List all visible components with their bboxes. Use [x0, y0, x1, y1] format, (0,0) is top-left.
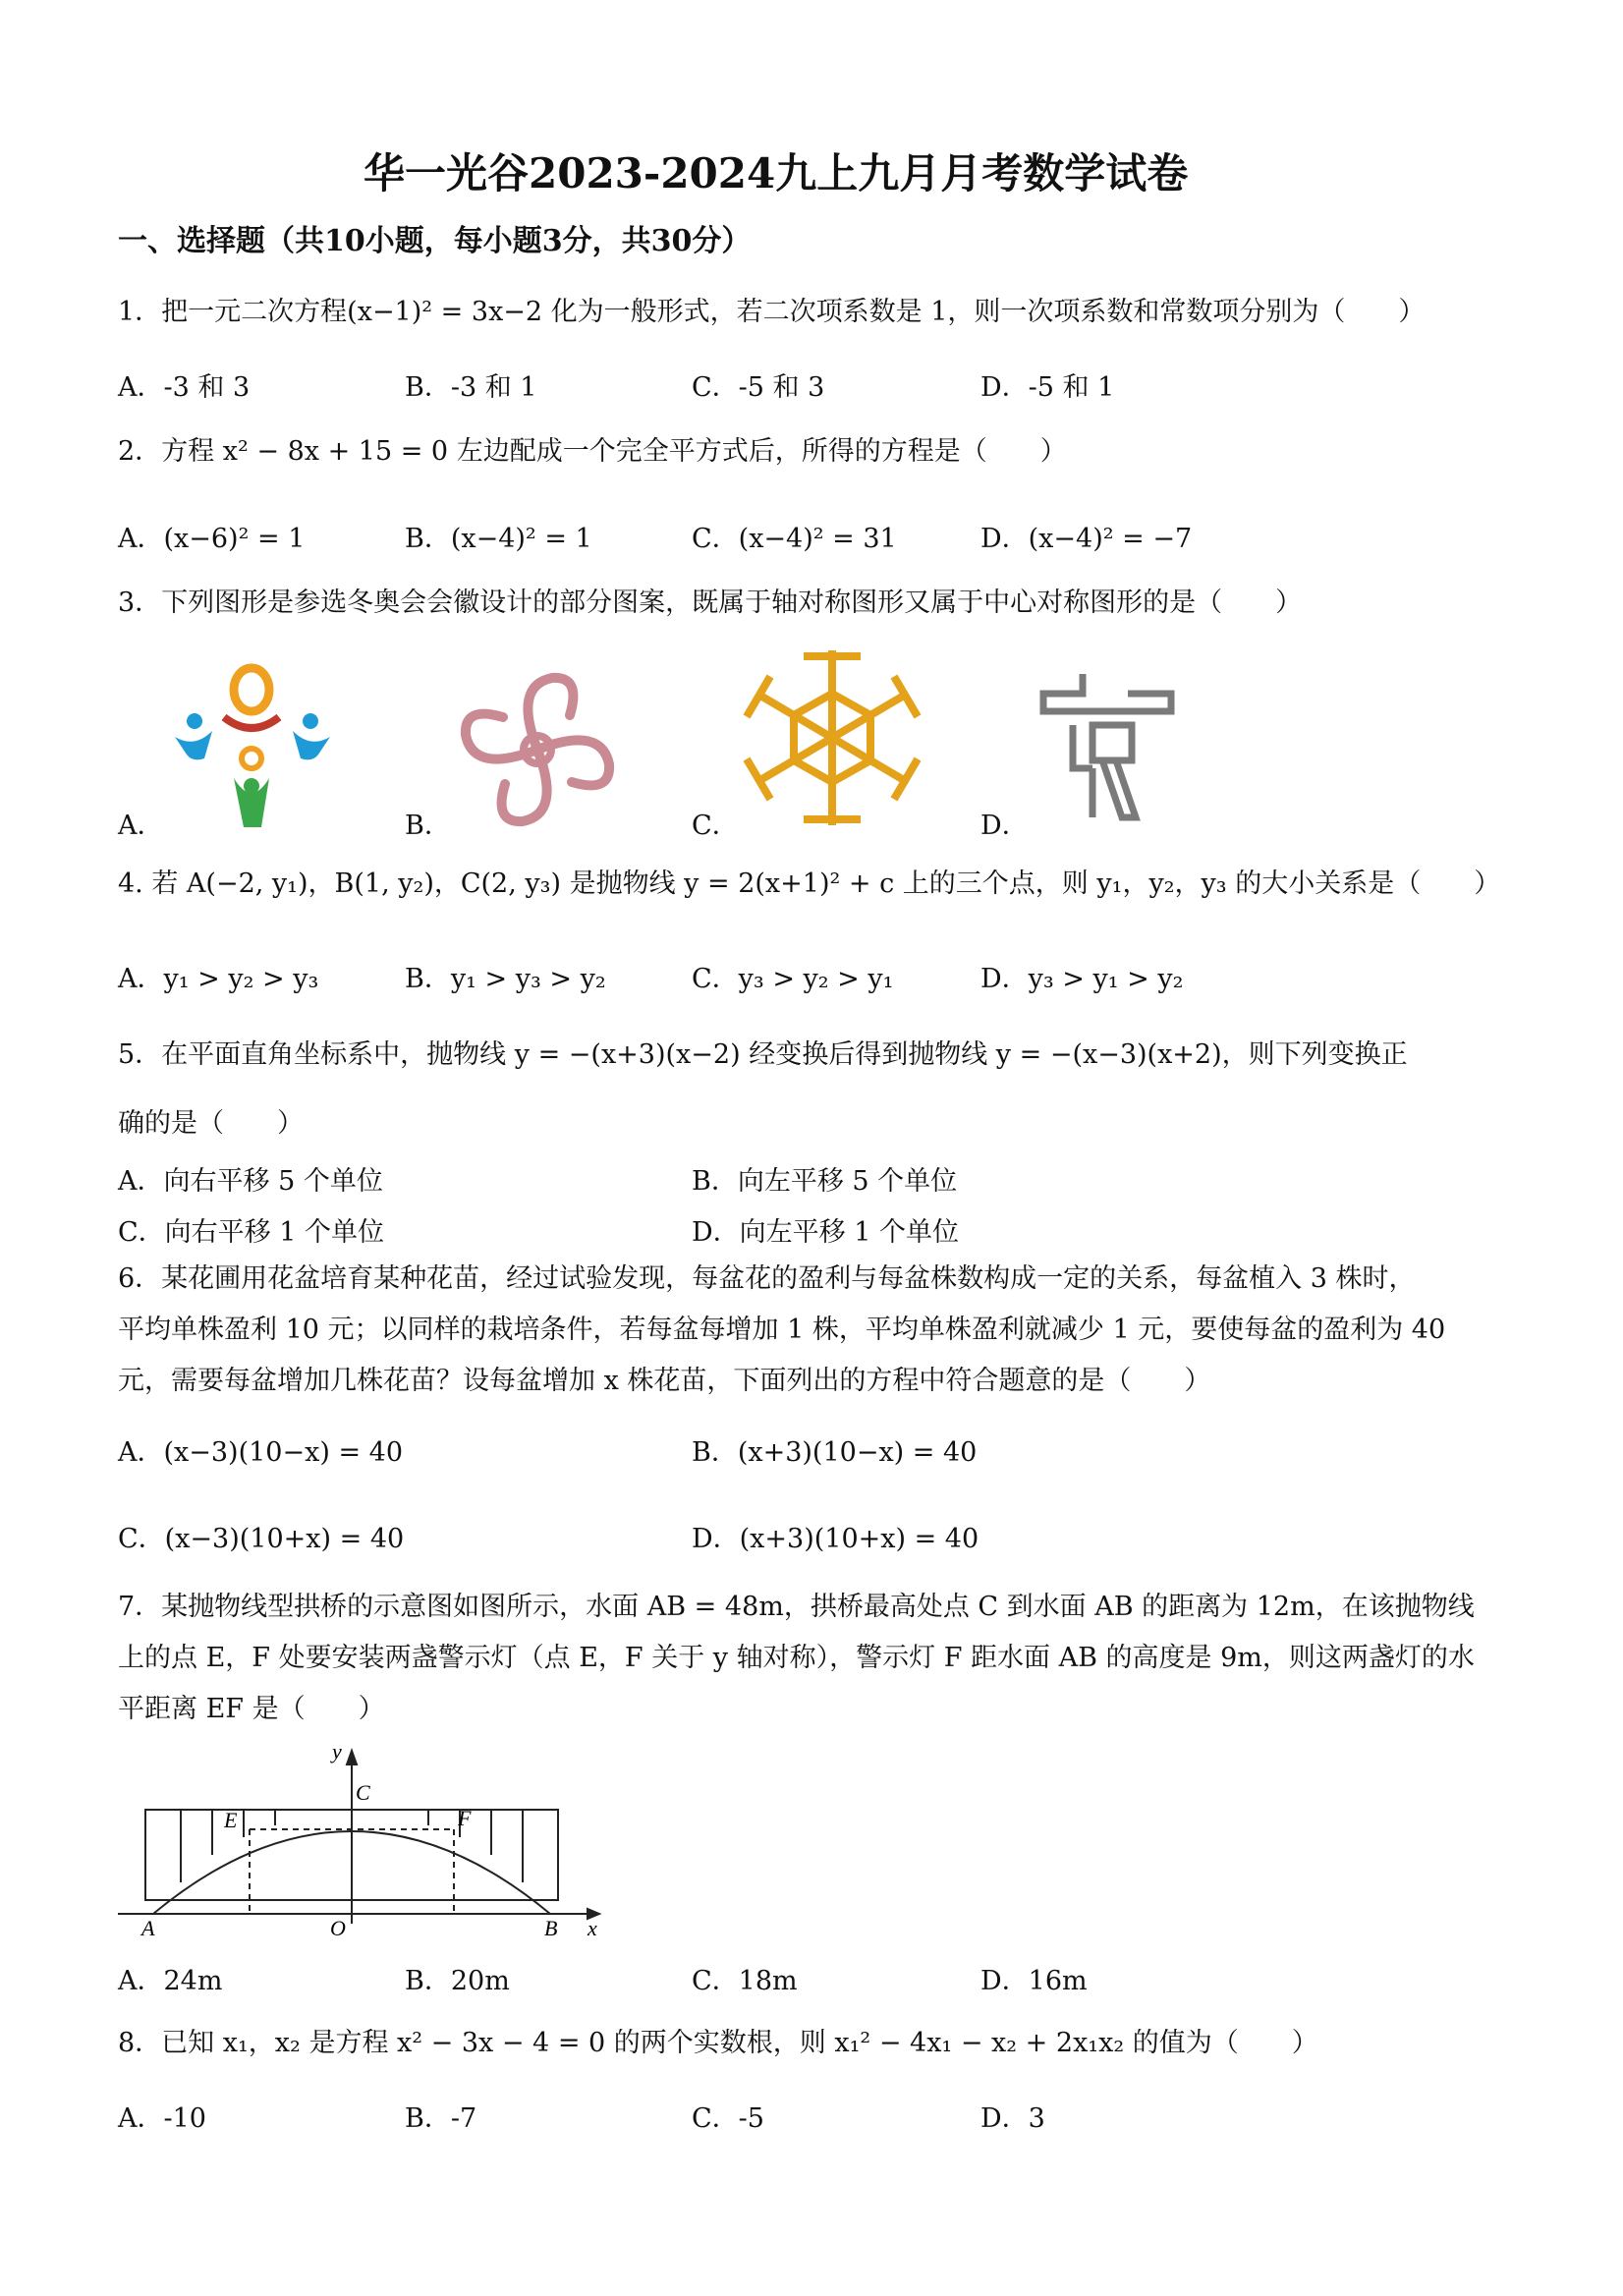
q1-option-b[interactable]: B．-3 和 1	[405, 372, 537, 403]
q4-option-b[interactable]: B．y₁ > y₃ > y₂	[405, 964, 606, 994]
q6-option-a[interactable]: A．(x−3)(10−x) = 40	[118, 1437, 404, 1468]
q2-option-a[interactable]: A．(x−6)² = 1	[118, 524, 306, 554]
question-5-line-1: 5．在平面直角坐标系中，抛物线 y = −(x+3)(x−2) 经变换后得到抛物线 y = −(x−3)(x+2)，则下列变换正	[118, 1039, 1408, 1070]
q4-option-d[interactable]: D．y₃ > y₁ > y₂	[980, 964, 1184, 994]
question-2: 2．方程 x² − 8x + 15 = 0 左边配成一个完全平方式后，所得的方程是（ ）	[118, 436, 1067, 467]
section-heading: 一、选择题（共10小题，每小题3分，共30分）	[118, 224, 752, 258]
q7-option-c[interactable]: C．18m	[692, 1966, 798, 1996]
question-1: 1．把一元二次方程(x−1)² = 3x−2 化为一般形式，若二次项系数是 1，则一次项系数和常数项分别为（ ）	[118, 297, 1426, 327]
q7-option-d[interactable]: D．16m	[980, 1966, 1088, 1996]
q6-option-b[interactable]: B．(x+3)(10−x) = 40	[692, 1437, 978, 1468]
q1-option-d[interactable]: D．-5 和 1	[980, 372, 1115, 403]
logo-figure-b	[454, 666, 621, 833]
logo-figure-a	[165, 660, 342, 837]
question-6-line-3: 元，需要每盆增加几株花苗？设每盆增加 x 株花苗，下面列出的方程中符合题意的是（ ）	[118, 1366, 1211, 1396]
question-6-line-2: 平均单株盈利 10 元；以同样的栽培条件，若每盆每增加 1 株，平均单株盈利就减少 1 元，要使每盆的盈利为 40	[118, 1315, 1446, 1345]
q4-option-a[interactable]: A．y₁ > y₂ > y₃	[118, 964, 319, 994]
q5-option-a[interactable]: A．向右平移 5 个单位	[118, 1166, 383, 1197]
fig-label-x: x	[588, 1916, 597, 1935]
fig-label-y: y	[332, 1739, 342, 1764]
question-7-line-3: 平距离 EF 是（ ）	[118, 1694, 385, 1724]
q1-option-c[interactable]: C．-5 和 3	[692, 372, 825, 403]
q5-option-d[interactable]: D．向左平移 1 个单位	[692, 1217, 959, 1248]
q2-option-d[interactable]: D．(x−4)² = −7	[980, 524, 1193, 554]
q2-option-c[interactable]: C．(x−4)² = 31	[692, 524, 897, 554]
q8-option-d[interactable]: D．3	[980, 2103, 1045, 2134]
q8-option-b[interactable]: B．-7	[405, 2103, 477, 2134]
question-7-line-1: 7．某抛物线型拱桥的示意图如图所示，水面 AB = 48m，拱桥最高处点 C 到水面 AB 的距离为 12m，在该抛物线	[118, 1592, 1475, 1622]
question-7-line-2: 上的点 E，F 处要安装两盏警示灯（点 E，F 关于 y 轴对称），警示灯 F 距水面 AB 的高度是 9m，则这两盏灯的水	[118, 1643, 1475, 1673]
fig-label-a: A	[141, 1916, 155, 1935]
q8-option-a[interactable]: A．-10	[118, 2103, 206, 2134]
q8-option-c[interactable]: C．-5	[692, 2103, 764, 2134]
q2-option-b[interactable]: B．(x−4)² = 1	[405, 524, 592, 554]
q1-option-a[interactable]: A．-3 和 3	[118, 372, 251, 403]
question-5-line-2: 确的是（ ）	[118, 1108, 304, 1139]
q4-option-c[interactable]: C．y₃ > y₂ > y₁	[692, 964, 894, 994]
q5-option-c[interactable]: C．向右平移 1 个单位	[118, 1217, 385, 1248]
logo-figure-c	[739, 644, 925, 831]
fig-label-f: F	[458, 1806, 472, 1830]
page-title: 华一光谷2023-2024九上九月月考数学试卷	[364, 149, 1189, 197]
question-6-line-1: 6．某花圃用花盆培育某种花苗，经过试验发现，每盆花的盈利与每盆株数构成一定的关系，每盆植入 3 株时，	[118, 1263, 1416, 1294]
fig-label-b: B	[544, 1916, 558, 1935]
fig-label-c: C	[356, 1780, 370, 1805]
q3-option-c[interactable]: C．	[692, 811, 739, 841]
q6-option-d[interactable]: D．(x+3)(10+x) = 40	[692, 1524, 979, 1554]
question-4: 4. 若 A(−2, y₁)，B(1, y₂)，C(2, y₃) 是抛物线 y = 2(x+1)² + c 上的三个点，则 y₁，y₂，y₃ 的大小关系是（ ）	[118, 868, 1501, 899]
question-8: 8．已知 x₁，x₂ 是方程 x² − 3x − 4 = 0 的两个实数根，则 x₁² − 4x₁ − x₂ + 2x₁x₂ 的值为（ ）	[118, 2028, 1318, 2058]
bridge-figure	[108, 1739, 619, 1935]
q7-option-a[interactable]: A．24m	[118, 1966, 223, 1996]
q3-option-d[interactable]: D．	[980, 811, 1029, 841]
question-3: 3．下列图形是参选冬奥会会徽设计的部分图案，既属于轴对称图形又属于中心对称图形的是（ ）	[118, 588, 1303, 618]
q6-option-c[interactable]: C．(x−3)(10+x) = 40	[118, 1524, 405, 1554]
logo-figure-d	[1034, 670, 1181, 827]
q7-option-b[interactable]: B．20m	[405, 1966, 510, 1996]
q3-option-b[interactable]: B．	[405, 811, 451, 841]
fig-label-o: O	[330, 1916, 346, 1935]
fig-label-e: E	[224, 1808, 238, 1832]
q3-option-a[interactable]: A．	[118, 811, 164, 841]
q5-option-b[interactable]: B．向左平移 5 个单位	[692, 1166, 958, 1197]
